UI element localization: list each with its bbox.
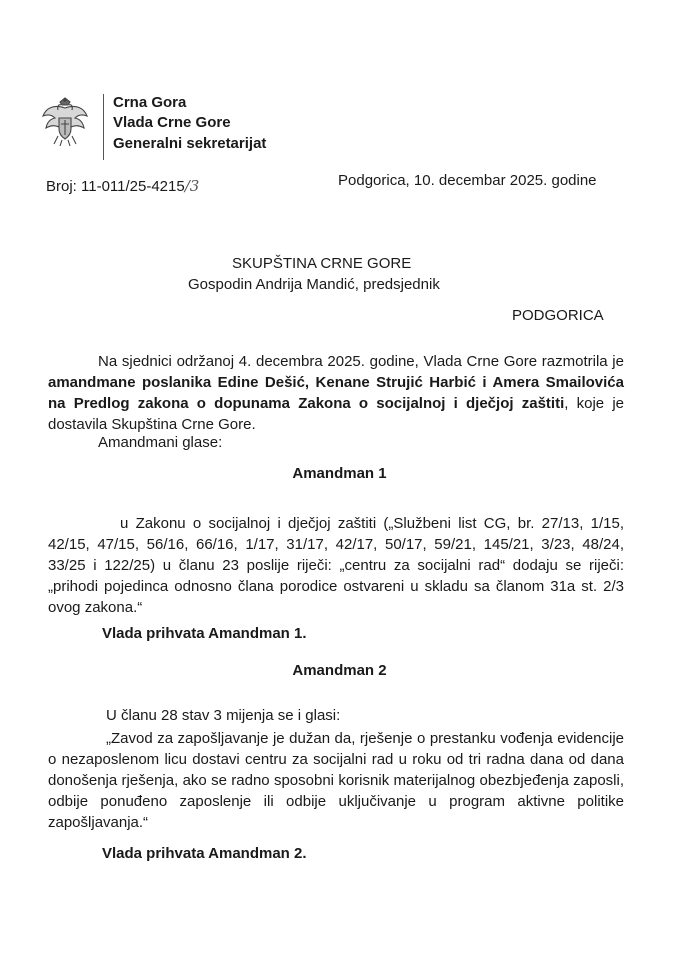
amendment-2-title: Amandman 2 [292,662,387,679]
reference-number [46,177,199,195]
header-government: Vlada Crne Gore [113,114,231,131]
intro-paragraph [48,351,624,435]
amendment-1-decision: Vlada prihvata Amandman 1. [102,625,307,642]
letterhead-divider [103,94,104,160]
header-country: Crna Gora [113,94,187,111]
place-date: Podgorica, 10. decembar 2025. godine [338,172,597,189]
header-office: Generalni sekretarijat [113,135,267,152]
amendment-1-title: Amandman 1 [292,465,387,482]
reference-number-text: Broj: 11-011/25-4215 [46,178,185,195]
intro-text-1: Na sjednici održanoj 4. decembra 2025. godine, Vlada Crne Gore razmotrila je [98,353,624,370]
reference-handwritten-suffix: /3 [184,177,200,195]
amendment-2-intro: U članu 28 stav 3 mijenja se i glasi: [106,707,341,724]
amendments-intro: Amandmani glase: [98,434,223,451]
addressee-institution: SKUPŠTINA CRNE GORE [232,255,412,272]
intro-text-2: , koje je dostavila Skupština Crne Gore. [48,395,624,433]
intro-bold-subject: amandmane poslanika Edine Dešić, Kenane Strujić Harbić i Amera Smailovića na Predlog zakona o dopunama Zakona o socijalnoj i dječjoj zaštiti [48,374,624,412]
montenegro-coat-of-arms-icon [40,96,90,148]
amendment-2-decision: Vlada prihvata Amandman 2. [102,845,307,862]
amendment-2-text: „Zavod za zapošljavanje je dužan da, rješenje o prestanku vođenja evidencije o nezaposlenom licu dostavi centru za socijalni rad u roku od tri radna dana od dana donošenja rješenja, ako se radno sposobni korisnik materijalnog obezbjeđenja zaposli, odbije ponuđeno zaposlenje ili odbije uključivanje u program aktivne politike zapošljavanja.“ [48,730,624,831]
addressee-person: Gospodin Andrija Mandić, predsjednik [188,276,440,293]
amendment-1-text: u Zakonu o socijalnoj i dječjoj zaštiti („Službeni list CG, br. 27/13, 1/15, 42/15, 47/15, 56/16, 66/16, 1/17, 31/17, 42/17, 50/17, 59/21, 145/21, 3/23, 48/24, 33/25 i 122/25) u članu 23 poslije riječi: „centru za socijalni rad“ dodaju se riječi: „prihodi pojedinca odnosno člana porodice ostvareni u skladu sa članom 31a st. 2/3 ovog zakona.“ [48,515,624,616]
addressee-city: PODGORICA [512,307,604,324]
